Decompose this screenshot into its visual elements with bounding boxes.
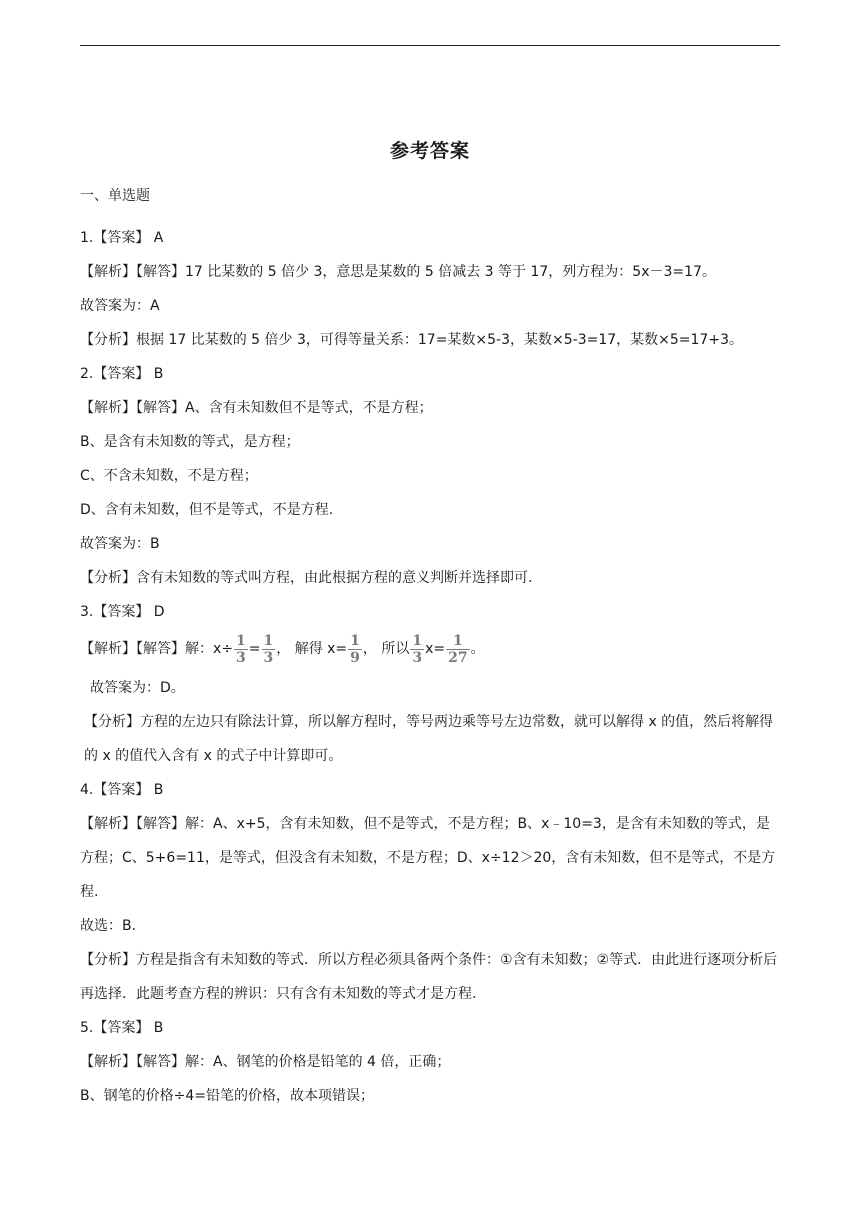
fraction-1: $\frac{1}{3}$ bbox=[236, 632, 246, 666]
q2-analysis: 【分析】含有未知数的等式叫方程，由此根据方程的意义判断并选择即可. bbox=[80, 570, 533, 586]
q1-explanation: 【解析】【解答】17 比某数的 5 倍少 3，意思是某数的 5 倍减去 3 等于 17，列方程为：5x－3=17。 bbox=[80, 264, 716, 280]
q2-option-c: C、不含未知数，不是方程； bbox=[80, 468, 258, 484]
q3-end: 。 bbox=[470, 641, 485, 657]
page-title: 参考答案 bbox=[389, 140, 470, 162]
q2-explanation: 【解析】【解答】A、含有未知数但不是等式，不是方程； bbox=[80, 400, 433, 416]
q3-prefix: 【解析】【解答】解：x÷ bbox=[80, 641, 234, 657]
fraction-5: $\frac{1}{27}$ bbox=[448, 632, 468, 666]
q2-result: 故答案为：B bbox=[80, 536, 160, 552]
q2-option-b: B、是含有未知数的等式，是方程； bbox=[80, 434, 300, 450]
q3-x-equals: x= bbox=[425, 641, 446, 657]
q1-analysis: 【分析】根据 17 比某数的 5 倍少 3，可得等量关系：17=某数×5-3，某数×5-3=17，某数×5=17+3。 bbox=[80, 332, 743, 348]
q4-explanation: 【解析】【解答】解：A、x+5，含有未知数，但不是等式，不是方程；B、x﹣10=3，是含有未知数的等式，是方程；C、5+6=11，是等式，但没含有未知数，不是方程；D、x÷12＞20，含有未知数，但不是等式，不是方程. bbox=[80, 816, 776, 900]
q3-so-text: ， 所以 bbox=[362, 641, 410, 657]
q4-answer: 4.【答案】 B bbox=[80, 782, 164, 798]
q5-explanation: 【解析】【解答】解：A、钢笔的价格是铅笔的 4 倍，正确； bbox=[80, 1054, 451, 1070]
header-rule bbox=[80, 45, 780, 46]
q3-equals: = bbox=[248, 641, 261, 657]
q3-explanation bbox=[80, 632, 485, 666]
fraction-2: $\frac{1}{3}$ bbox=[263, 632, 274, 666]
q1-answer: 1.【答案】 A bbox=[80, 230, 164, 246]
q2-option-d: D、含有未知数，但不是等式，不是方程. bbox=[80, 502, 334, 518]
q2-answer: 2.【答案】 B bbox=[80, 366, 164, 382]
q3-answer: 3.【答案】 D bbox=[80, 604, 165, 620]
q3-analysis: 【分析】方程的左边只有除法计算，所以解方程时，等号两边乘等号左边常数，就可以解得 x 的值，然后将解得的 x 的值代入含有 x 的式子中计算即可。 bbox=[84, 714, 774, 764]
q4-result: 故选：B. bbox=[80, 918, 137, 934]
section-heading: 一、单选题 bbox=[80, 188, 150, 204]
q1-result: 故答案为：A bbox=[80, 298, 160, 314]
fraction-4: $\frac{1}{3}$ bbox=[412, 632, 423, 666]
fraction-3: $\frac{1}{9}$ bbox=[350, 632, 360, 666]
q5-option-b: B、钢笔的价格÷4=铅笔的价格，故本项错误； bbox=[80, 1088, 374, 1104]
q3-solve-text: ， 解得 x= bbox=[276, 641, 348, 657]
q4-analysis: 【分析】方程是指含有未知数的等式．所以方程必须具备两个条件：①含有未知数；②等式．由此进行逐项分析后再选择．此题考查方程的辨识：只有含有未知数的等式才是方程. bbox=[80, 952, 778, 1002]
q5-answer: 5.【答案】 B bbox=[80, 1020, 164, 1036]
q3-result: 故答案为：D。 bbox=[90, 680, 185, 696]
